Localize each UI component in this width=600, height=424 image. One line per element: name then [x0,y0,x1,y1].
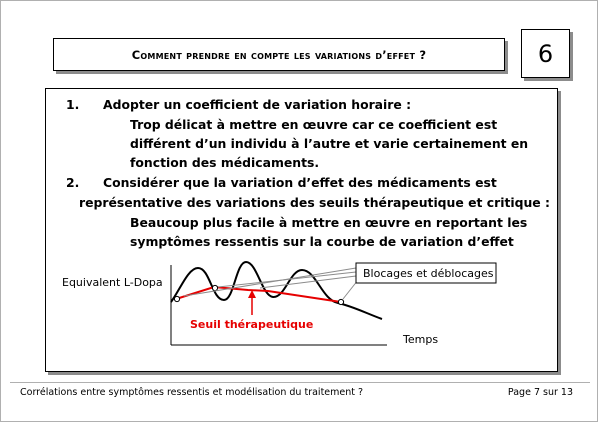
intersection-marker [174,296,179,301]
footer-page: Page 7 sur 13 [507,387,573,398]
x-axis-label: Temps [403,333,439,346]
item-2-heading-line-1: Considérer que la variation d’effet des médicaments est [103,175,497,190]
intersection-marker [212,285,217,290]
item-1-heading: Adopter un coefficient de variation horaire : [103,97,412,112]
callout-pointer [260,276,356,288]
item-1-body-line-2: différent d’un individu à l’autre et varie certainement en [130,136,529,151]
item-1-body-line-3: fonction des médicaments. [130,155,320,170]
threshold-line [176,287,341,302]
item-1-body-line-1: Trop délicat à mettre en œuvre car ce coefficient est [130,117,498,132]
item-2-body-line-2: symptômes ressentis sur la courbe de variation d’effet [130,234,514,249]
footer-divider [10,382,590,383]
y-axis-label: Equivalent L-Dopa [62,276,163,289]
slide-number: 6 [537,39,554,68]
item-2-body-line-1: Beaucoup plus facile à mettre en œuvre en reportant les [130,215,528,230]
slide-title: Comment prendre en compte les variations d’effet ? [131,47,427,62]
threshold-label: Seuil thérapeutique [190,318,314,331]
callout-label: Blocages et déblocages [363,267,494,280]
intersection-marker [338,299,343,304]
item-2-heading-line-2: représentative des variations des seuils thérapeutique et critique : [79,195,550,210]
item-1-number: 1. [66,97,80,112]
footer-left: Corrélations entre symptômes ressentis et modélisation du traitement ? [20,387,364,398]
item-2-number: 2. [66,175,80,190]
